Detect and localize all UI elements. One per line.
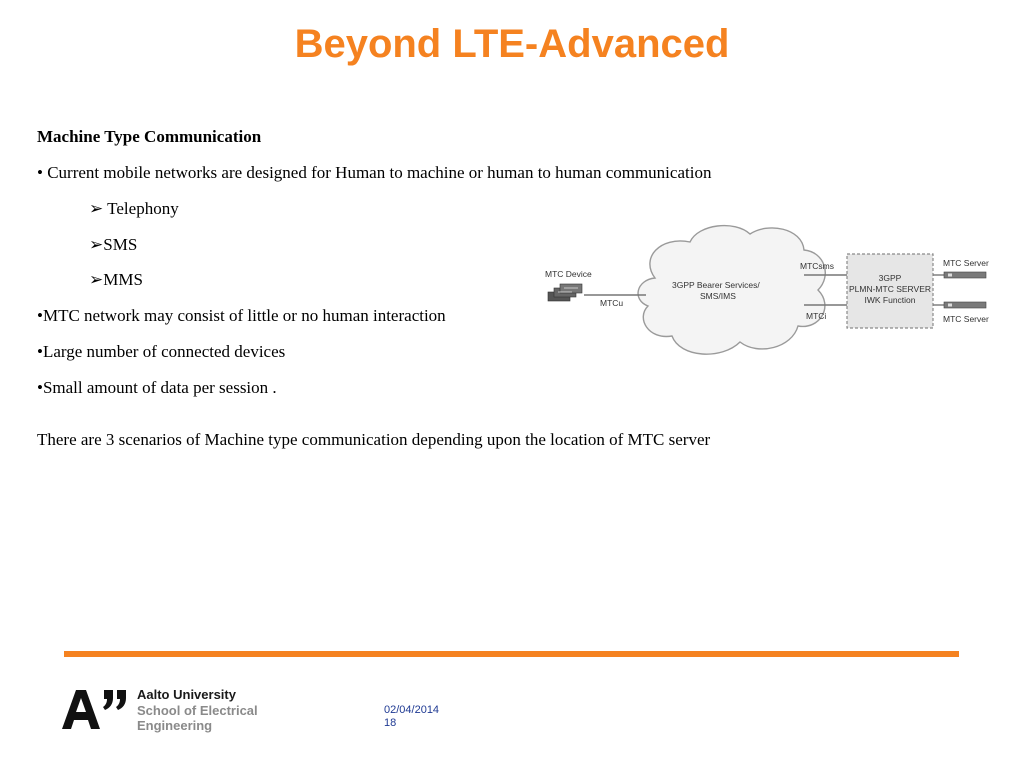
server-box-line2: PLMN-MTC SERVER [848, 284, 932, 294]
bullet-connected-devices: •Large number of connected devices [37, 342, 286, 361]
sub-bullet-telephony: ➢ Telephony [89, 199, 179, 218]
mtc-server-bottom-icon [944, 302, 986, 308]
sub-bullet-sms: ➢SMS [89, 235, 138, 254]
mtcu-label: MTCu [600, 298, 624, 308]
mtci-label: MTCi [806, 311, 827, 321]
server-box-line3: IWK Function [864, 295, 916, 305]
university-name: Aalto University [137, 687, 236, 702]
cloud-label-line2: SMS/IMS [700, 291, 736, 301]
server-box-line1: 3GPP [878, 273, 902, 283]
footer-divider [64, 651, 959, 657]
school-name-line2: Engineering [137, 718, 213, 733]
school-name-line1: School of Electrical [137, 703, 258, 718]
mtc-server-top-icon [944, 272, 986, 278]
mtcsms-label: MTCsms [800, 261, 834, 271]
bullet-current-networks: • Current mobile networks are designed for Human to machine or human to human communication [37, 163, 712, 182]
sub-bullet-mms: ➢MMS [89, 270, 143, 289]
bullet-small-data: •Small amount of data per session . [37, 378, 277, 397]
slide-title: Beyond LTE-Advanced [294, 22, 730, 66]
bullet-human-interaction: •MTC network may consist of little or no human interaction [37, 306, 446, 325]
mtc-device-icon [548, 284, 582, 301]
mtc-architecture-diagram [540, 218, 992, 362]
conclusion-text: There are 3 scenarios of Machine type communication depending upon the location of MTC server [37, 430, 711, 449]
mtc-server-top-label: MTC Server [943, 258, 989, 268]
cloud-label-line1: 3GPP Bearer Services/ [672, 280, 760, 290]
slide-number: 18 [384, 717, 397, 729]
slide-date: 02/04/2014 [384, 704, 440, 716]
aalto-logo [62, 688, 130, 730]
mtc-device-label: MTC Device [545, 269, 592, 279]
section-heading: Machine Type Communication [37, 127, 262, 146]
mtc-server-bottom-label: MTC Server [943, 314, 989, 324]
